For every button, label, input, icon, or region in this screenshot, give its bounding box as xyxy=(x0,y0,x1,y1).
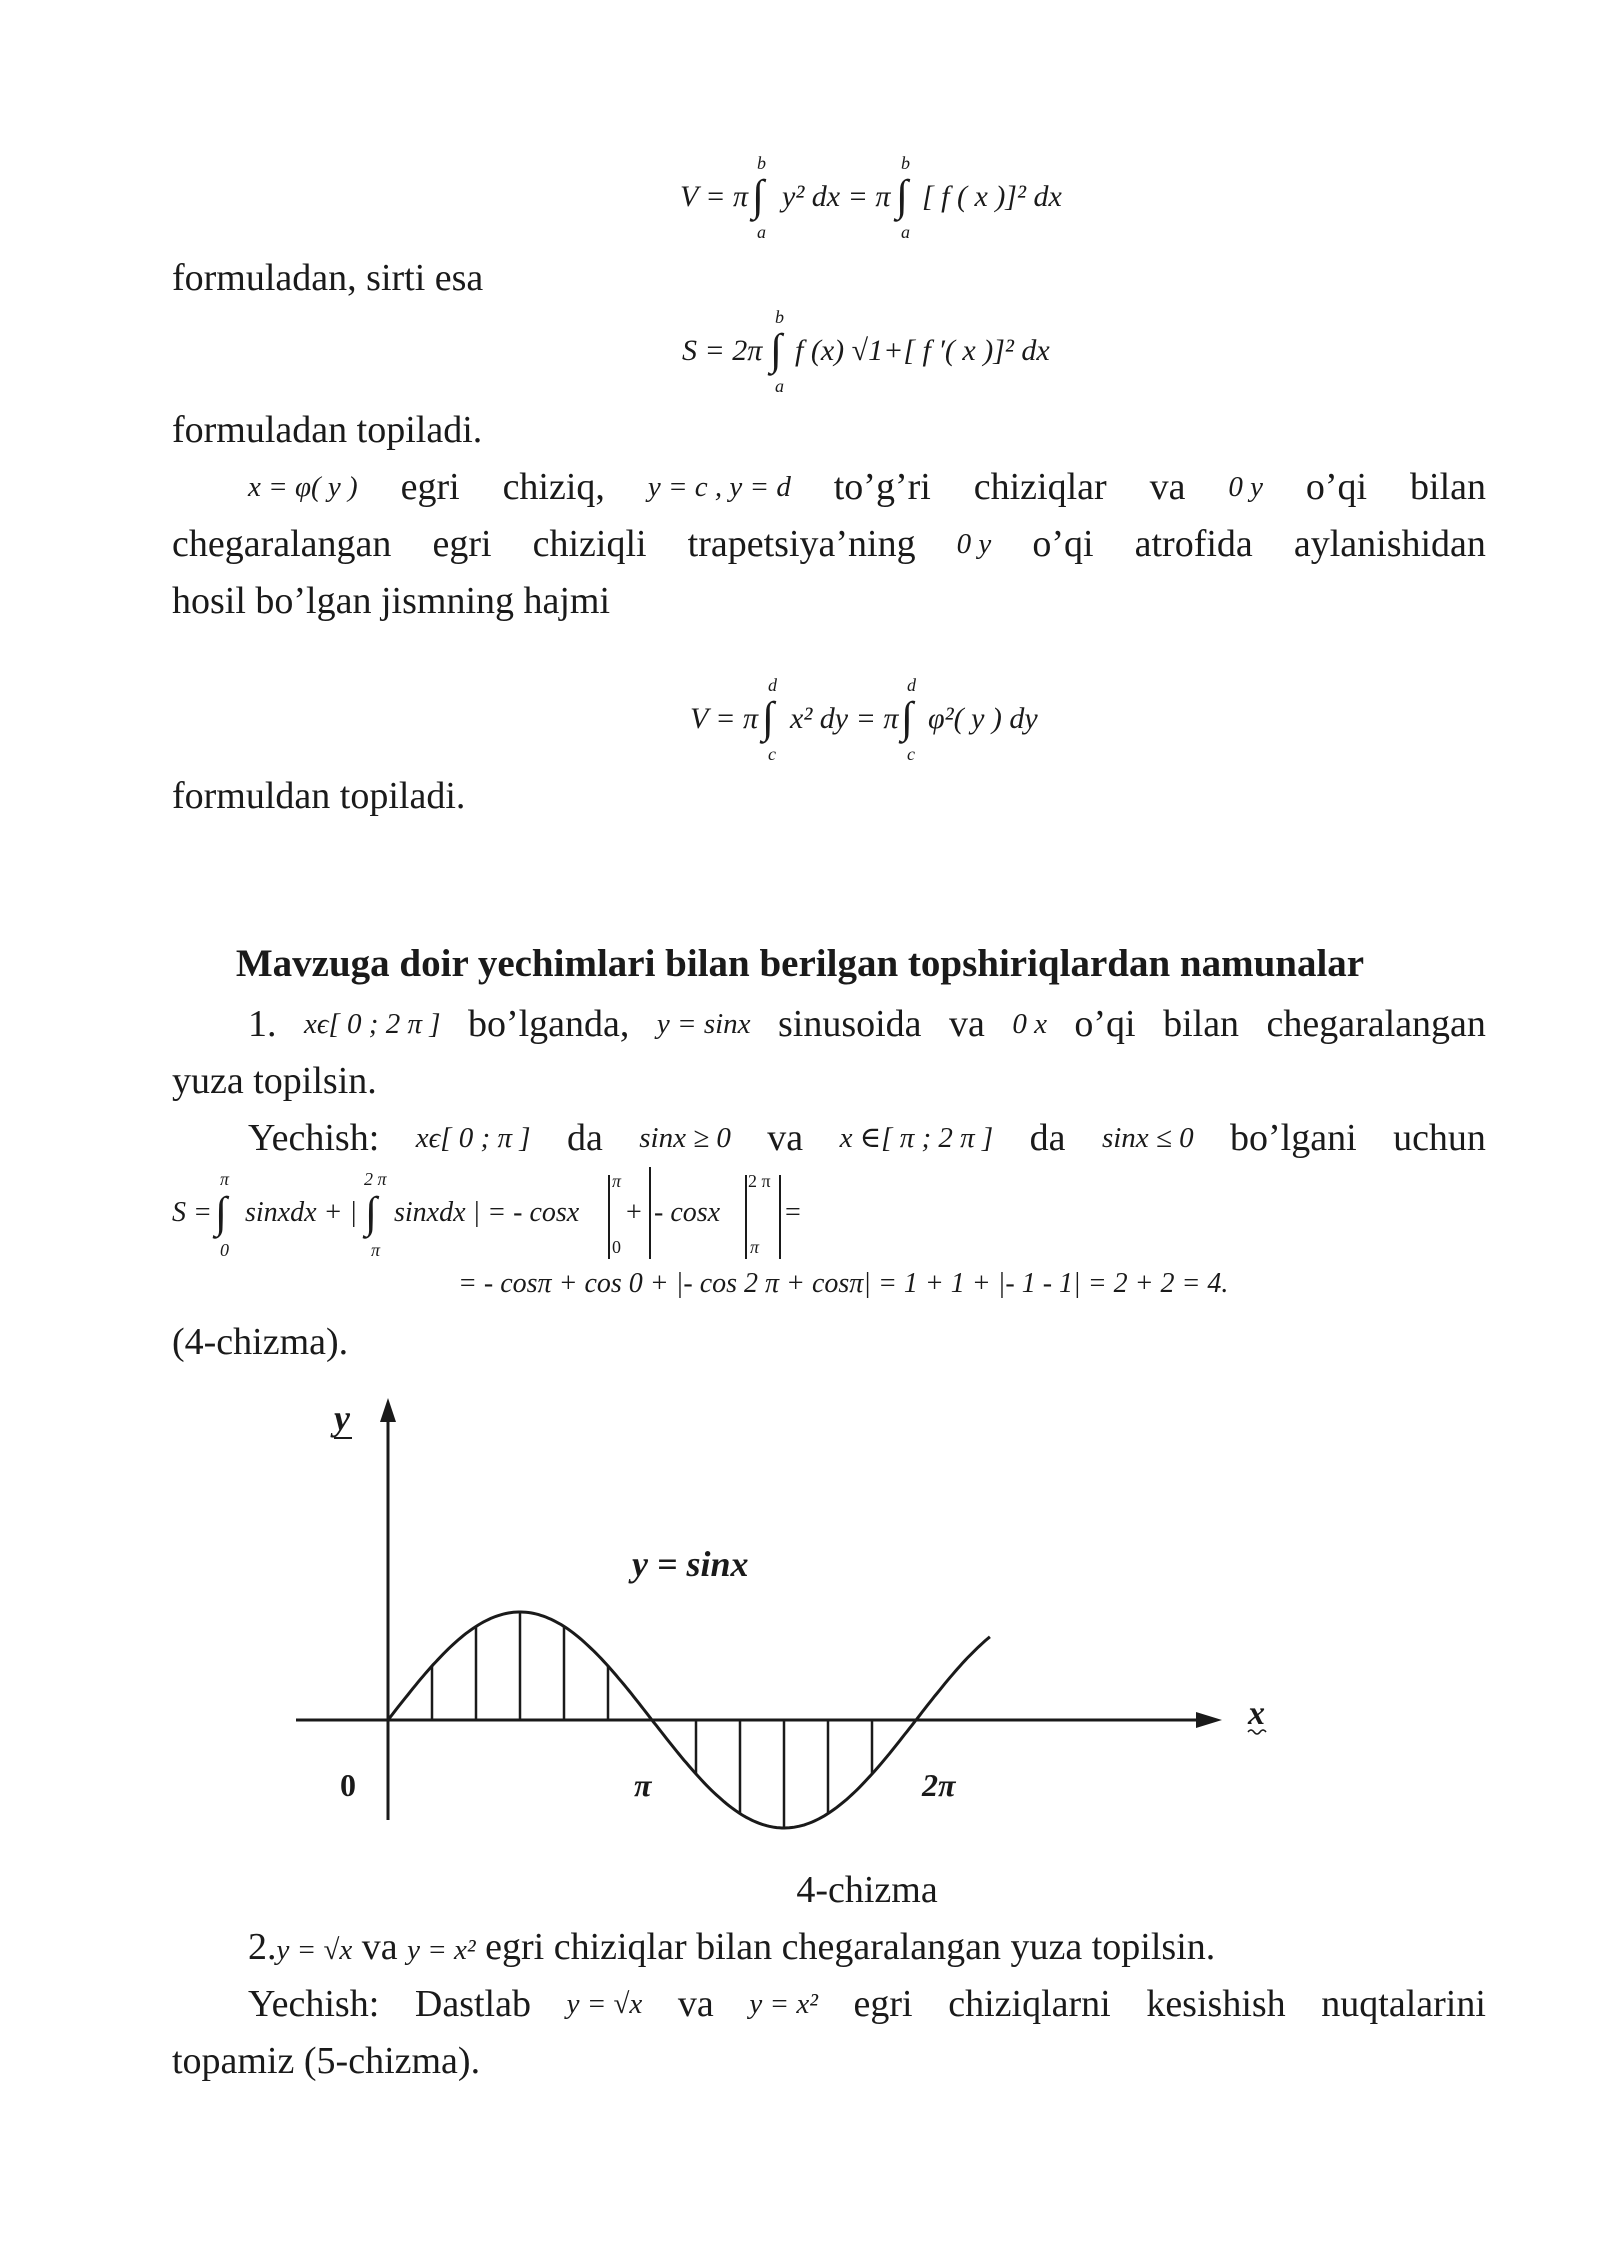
integral-upper-limit: b xyxy=(775,307,784,327)
word: chiziqli xyxy=(532,523,647,565)
word: bilan xyxy=(1163,1003,1240,1045)
tick-label-2pi: 2π xyxy=(922,1767,956,1803)
x-axis-label: x xyxy=(1248,1695,1265,1732)
integral-sign: ∫ xyxy=(762,693,775,742)
paragraph-line xyxy=(172,996,1486,1053)
integral-sign: ∫ xyxy=(896,171,909,220)
inline-formula: 0 y xyxy=(1228,471,1263,503)
text-line: topamiz (5-chizma). xyxy=(172,2040,481,2082)
word: o’qi xyxy=(1032,523,1094,565)
evaluation-bar xyxy=(745,1175,747,1259)
formula-lhs: S = xyxy=(172,1197,212,1228)
paragraph-line xyxy=(248,1919,1215,1978)
formula-integrand: φ²( y ) dy xyxy=(928,702,1038,735)
integral-sign: ∫ xyxy=(365,1188,378,1237)
paragraph-line xyxy=(172,516,1486,573)
word: aylanishidan xyxy=(1293,523,1486,565)
bar-lower-limit: π xyxy=(750,1237,760,1257)
word: chiziq, xyxy=(502,466,605,508)
text-segment: egri chiziqlar bilan chegaralangan yuza topilsin. xyxy=(485,1926,1216,1968)
word: Yechish: xyxy=(248,1983,380,2025)
formula-plus: + xyxy=(626,1197,642,1228)
formula-lhs: V = π xyxy=(690,702,759,735)
word: o’qi xyxy=(1305,466,1368,508)
word: egri xyxy=(400,466,460,508)
word: kesishish xyxy=(1146,1983,1286,2025)
evaluation-bar xyxy=(608,1175,610,1259)
word: chegaralangan xyxy=(1266,1003,1486,1045)
integral-sign: ∫ xyxy=(215,1188,228,1237)
formula-integrand: f (x) √1+[ f ′( x )]² dx xyxy=(795,334,1050,367)
inline-formula: x ∈[ π ; 2 π ] xyxy=(839,1122,994,1154)
word: egri xyxy=(432,523,492,565)
integral-lower-limit: c xyxy=(768,744,776,764)
integral-lower-limit: 0 xyxy=(220,1240,229,1260)
formula-equals: = xyxy=(785,1197,801,1228)
word: trapetsiya’ning xyxy=(687,523,916,565)
formula-integrand: x² dy = π xyxy=(790,702,899,735)
integral-upper-limit: b xyxy=(757,153,766,173)
paragraph-line xyxy=(172,459,1486,516)
formula-lhs: V = π xyxy=(680,180,749,213)
inline-formula: y = x² xyxy=(749,1988,818,2020)
inline-formula: sinx ≥ 0 xyxy=(639,1122,731,1154)
y-axis-arrow-icon xyxy=(380,1398,396,1422)
word: da xyxy=(566,1117,603,1159)
inline-formula: y = c , y = d xyxy=(647,471,791,503)
formula-integrand: - cosx xyxy=(654,1197,721,1228)
word: va xyxy=(1149,466,1186,508)
inline-formula: 0 y xyxy=(956,528,992,560)
section-heading: Mavzuga doir yechimlari bilan berilgan topshiriqlardan namunalar xyxy=(235,942,1365,985)
formula-surface xyxy=(0,300,1600,410)
integral-upper-limit: d xyxy=(768,675,777,695)
text-line: yuza topilsin. xyxy=(172,1060,377,1102)
figure-caption: 4-chizma xyxy=(796,1869,938,1911)
formula-result: = - cosπ + cos 0 + |- cos 2 π + cosπ| = 1 + 1 + |- 1 - 1| = 2 + 2 = 4. xyxy=(458,1268,1229,1299)
formula-integrand: sinxdx + | xyxy=(245,1197,358,1228)
integral-lower-limit: a xyxy=(757,222,766,242)
origin-label: 0 xyxy=(340,1767,356,1803)
figure-reference: (4-chizma). xyxy=(172,1321,349,1363)
formula-area-sin xyxy=(0,1165,1600,1265)
word: da xyxy=(1029,1117,1066,1159)
evaluation-bar xyxy=(779,1175,781,1259)
formula-integrand: y² dx = π xyxy=(782,180,891,213)
integral-lower-limit: a xyxy=(775,376,784,396)
integral-lower-limit: a xyxy=(901,222,910,242)
integral-sign: ∫ xyxy=(770,325,783,374)
task-number: 1. xyxy=(248,1003,277,1045)
word: chegaralangan xyxy=(172,523,392,565)
word: va xyxy=(677,1983,714,2025)
inline-formula: y = sinx xyxy=(656,1008,751,1040)
inline-formula: 0 x xyxy=(1012,1008,1047,1040)
curve-label: y = sinx xyxy=(632,1544,749,1584)
integral-lower-limit: π xyxy=(371,1240,381,1260)
formula-area-result xyxy=(458,1268,1228,1300)
word: sinusoida xyxy=(777,1003,922,1045)
bar-lower-limit: 0 xyxy=(612,1237,621,1257)
bar-upper-limit: π xyxy=(612,1171,622,1191)
inline-formula: y = √x xyxy=(566,1988,643,2020)
figure-4-sine-graph xyxy=(0,1380,1600,1860)
inline-formula: y = x² xyxy=(407,1934,476,1966)
paragraph-line xyxy=(172,1110,1486,1167)
word: bo’lganda, xyxy=(467,1003,630,1045)
inline-formula: xϵ[ 0 ; 2 π ] xyxy=(303,1008,441,1040)
word: atrofida xyxy=(1134,523,1253,565)
paragraph-line xyxy=(172,1976,1486,2033)
y-axis-label: y xyxy=(334,1398,350,1438)
integral-upper-limit: b xyxy=(901,153,910,173)
integral-upper-limit: π xyxy=(220,1169,230,1189)
word: va xyxy=(361,1926,398,1968)
text-line: formuladan, sirti esa xyxy=(172,257,484,299)
formula-integrand: [ f ( x )]² dx xyxy=(922,180,1062,213)
inline-formula: sinx ≤ 0 xyxy=(1101,1122,1194,1154)
inline-formula: xϵ[ 0 ; π ] xyxy=(415,1122,531,1154)
inline-formula: y = √x xyxy=(276,1934,353,1966)
text-line: hosil bo’lgan jismning hajmi xyxy=(172,580,611,622)
word: o’qi xyxy=(1074,1003,1136,1045)
formula-volume-ox xyxy=(0,140,1600,250)
formula-lhs: S = 2π xyxy=(682,334,763,367)
evaluation-bar xyxy=(649,1167,651,1259)
integral-upper-limit: 2 π xyxy=(364,1169,387,1189)
word: egri xyxy=(853,1983,913,2025)
word: Yechish: xyxy=(248,1117,380,1159)
integral-sign: ∫ xyxy=(901,693,914,742)
word: chiziqlarni xyxy=(948,1983,1111,2025)
word: chiziqlar xyxy=(973,466,1107,508)
word: Dastlab xyxy=(414,1983,531,2025)
integral-upper-limit: d xyxy=(907,675,916,695)
bar-upper-limit: 2 π xyxy=(748,1171,771,1191)
word: nuqtalarini xyxy=(1321,1983,1486,2025)
text-line: formuldan topiladi. xyxy=(172,775,466,817)
task-number: 2. xyxy=(248,1926,277,1968)
word: bilan xyxy=(1410,466,1486,508)
text-line: formuladan topiladi. xyxy=(172,409,483,451)
x-axis-arrow-icon xyxy=(1196,1712,1222,1728)
word: va xyxy=(949,1003,985,1045)
word: uchun xyxy=(1393,1117,1486,1159)
tick-label-pi: π xyxy=(634,1767,652,1803)
integral-lower-limit: c xyxy=(907,744,915,764)
formula-volume-oy xyxy=(0,660,1600,770)
word: to’g’ri xyxy=(833,466,931,508)
word: bo’lgani xyxy=(1230,1117,1357,1159)
integral-sign: ∫ xyxy=(752,171,765,220)
inline-formula: x = φ( y ) xyxy=(248,471,358,503)
formula-integrand: sinxdx | = - cosx xyxy=(394,1197,580,1228)
word: va xyxy=(767,1117,804,1159)
